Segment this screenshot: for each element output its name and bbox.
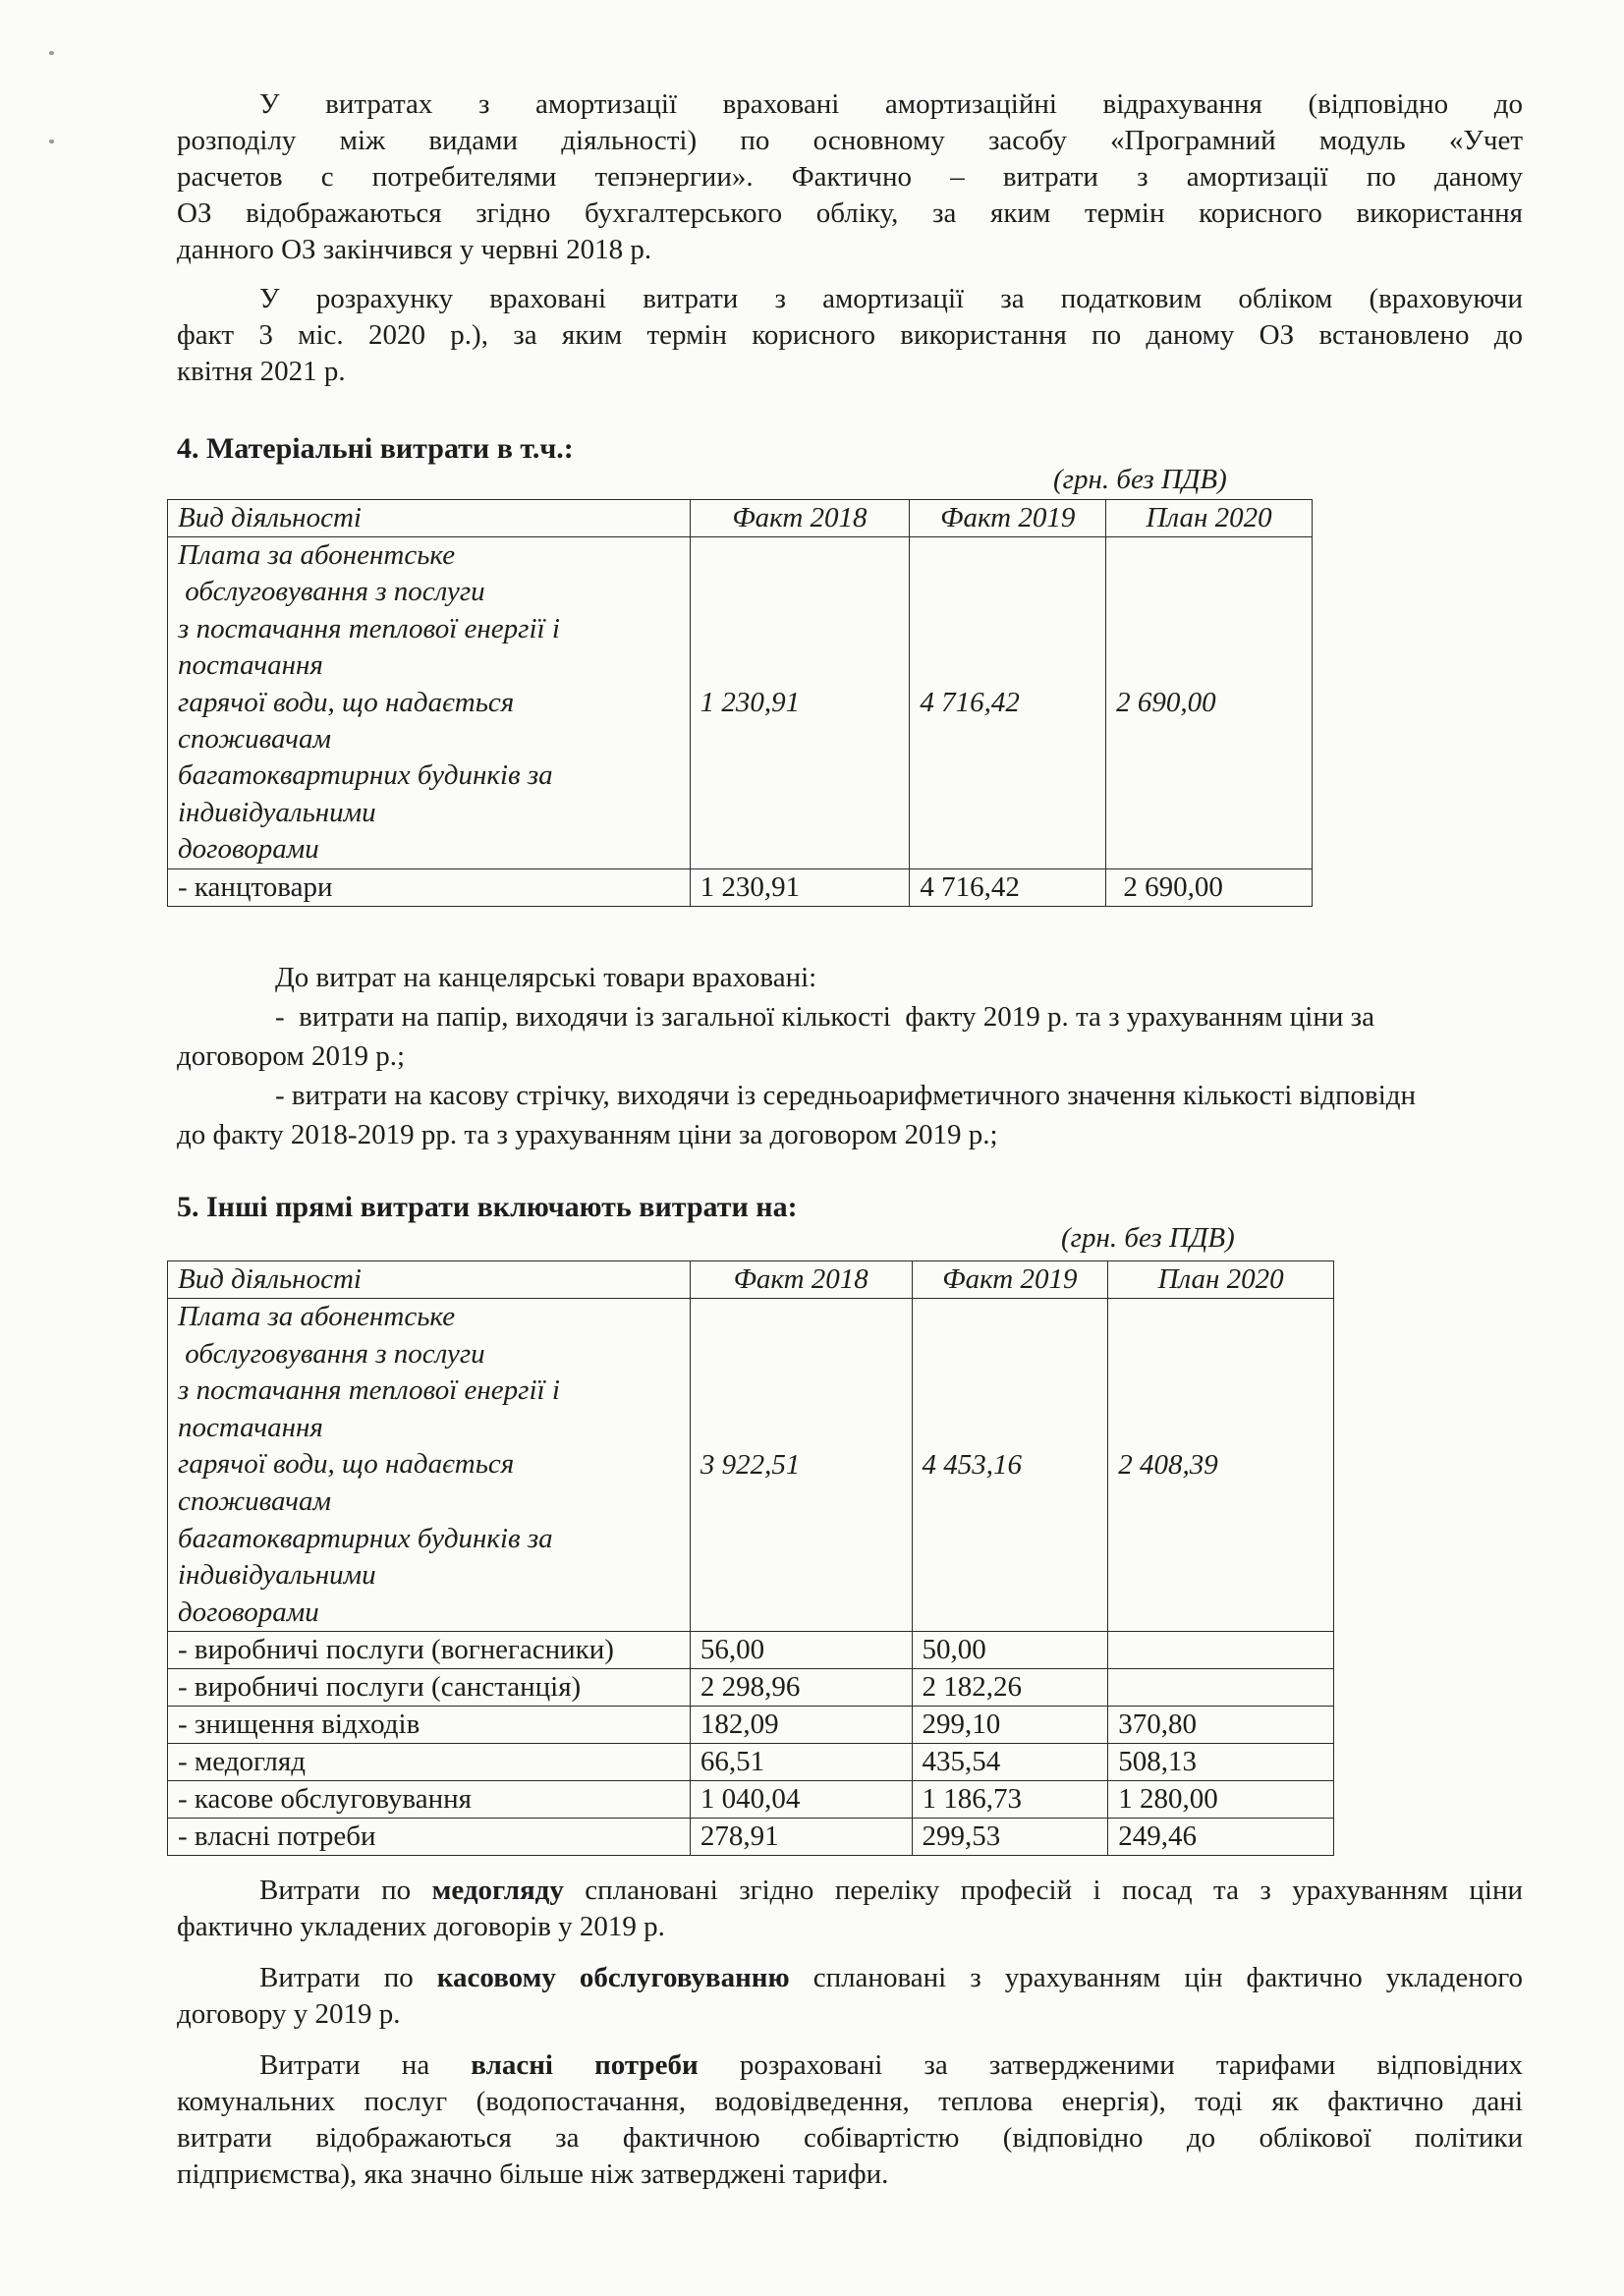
text-run: Витрати на — [259, 2049, 472, 2081]
label-line: багатоквартирних будинків за — [178, 1522, 553, 1554]
row-value: 2 690,00 — [1106, 868, 1313, 906]
label-line: договорами — [178, 1596, 319, 1628]
text-line: У витратах з амортизації враховані амортизаційні відрахування (відповідно до — [259, 88, 1523, 120]
row-value: 1 186,73 — [912, 1781, 1108, 1819]
table-row — [168, 1632, 1334, 1669]
row-value — [1108, 1669, 1334, 1707]
text-line: - витрати на папір, виходячи із загальної кількості факту 2019 р. та з урахуванням ціни за — [275, 1001, 1374, 1033]
label-line: постачання — [178, 1411, 323, 1443]
row-value: 1 280,00 — [1108, 1781, 1334, 1819]
section-4-table — [167, 499, 1313, 907]
header-fact-2019: Факт 2019 — [910, 500, 1106, 537]
row-value: 249,46 — [1108, 1819, 1334, 1856]
label-line: обслуговування з послуги — [178, 576, 485, 608]
text-run: сплановані згідно переліку професій і посад та з урахуванням ціни — [563, 1875, 1523, 1906]
text-line: комунальних послуг (водопостачання, водовідведення, теплова енергія), тоді як фактично дані — [177, 2086, 1523, 2117]
scan-speck — [49, 51, 54, 55]
row-value: 66,51 — [690, 1744, 912, 1781]
text-line: підприємства), яка значно більше ніж затверджені тарифи. — [177, 2158, 889, 2190]
section-4-notes — [177, 958, 1533, 1154]
row-value: 299,53 — [912, 1819, 1108, 1856]
row-value: 2 298,96 — [690, 1669, 912, 1707]
label-line: індивідуальними — [178, 796, 376, 828]
text-line: расчетов с потребителями тепэнергии». Фактично – витрати з амортизації по даному — [177, 161, 1523, 193]
text-line: витрати відображаються за фактичною собівартістю (відповідно до облікової політики — [177, 2122, 1523, 2154]
section-4-unit-note: (грн. без ПДВ) — [1053, 464, 1227, 495]
text-line: ОЗ відображаються згідно бухгалтерського обліку, за яким термін корисного використання — [177, 197, 1523, 229]
main-row-label — [168, 537, 691, 869]
label-line: споживачам — [178, 723, 331, 756]
header-fact-2018: Факт 2018 — [690, 1261, 912, 1299]
text-run: Витрати по — [259, 1962, 437, 1993]
label-line: Плата за абонентське — [178, 539, 456, 571]
scan-speck — [49, 140, 54, 143]
table-header-row — [168, 500, 1313, 537]
text-line: договором 2019 р.; — [177, 1040, 406, 1072]
text-line: фактично укладених договорів у 2019 р. — [177, 1911, 665, 1942]
row-value: 435,54 — [912, 1744, 1108, 1781]
text-line: - витрати на касову стрічку, виходячи із середньоарифметичного значення кількості відповідн — [275, 1080, 1417, 1111]
main-row-value: 3 922,51 — [690, 1299, 912, 1632]
header-plan-2020: План 2020 — [1108, 1261, 1334, 1299]
section-4-heading: 4. Матеріальні витрати в т.ч.: — [177, 432, 574, 465]
row-value: 1 230,91 — [690, 868, 910, 906]
intro-paragraph-1 — [177, 86, 1523, 268]
text-line: До витрат на канцелярські товари враховані: — [275, 962, 817, 993]
text-run: сплановані з урахуванням цін фактично укладеного — [789, 1962, 1523, 1993]
main-row-value: 4 716,42 — [910, 537, 1106, 869]
row-label: - власні потреби — [168, 1819, 691, 1856]
header-plan-2020: План 2020 — [1106, 500, 1313, 537]
table-row — [168, 1744, 1334, 1781]
text-line: данного ОЗ закінчився у червні 2018 р. — [177, 234, 652, 265]
label-line: з постачання теплової енергії і — [178, 612, 560, 644]
emphasis-text: касовому обслуговуванню — [436, 1962, 790, 1993]
header-activity: Вид діяльності — [168, 1261, 691, 1299]
text-line — [177, 1960, 1523, 1996]
text-run: розраховані за затвердженими тарифами відповідних — [698, 2049, 1523, 2081]
header-activity: Вид діяльності — [168, 500, 691, 537]
section-5-unit-note: (грн. без ПДВ) — [1061, 1222, 1235, 1254]
header-fact-2019: Факт 2019 — [912, 1261, 1108, 1299]
table-row — [168, 1707, 1334, 1744]
label-line: гарячої води, що надається — [178, 1448, 515, 1481]
row-value: 299,10 — [912, 1707, 1108, 1744]
table-row-main — [168, 1299, 1334, 1632]
emphasis-text: медогляду — [431, 1875, 564, 1906]
label-line: з постачання теплової енергії і — [178, 1374, 560, 1407]
text-line: квітня 2021 р. — [177, 356, 346, 387]
table-row — [168, 1819, 1334, 1856]
text-run: Витрати по — [259, 1875, 432, 1906]
label-line: споживачам — [178, 1484, 331, 1517]
row-label: - медогляд — [168, 1744, 691, 1781]
section-5-table — [167, 1260, 1334, 1856]
closing-paragraph-cash — [177, 1960, 1523, 2033]
closing-paragraph-own-needs — [177, 2047, 1523, 2193]
text-line: факт 3 міс. 2020 р.), за яким термін корисного використання по даному ОЗ встановлено до — [177, 319, 1523, 351]
main-row-value: 1 230,91 — [690, 537, 910, 869]
label-line: багатоквартирних будинків за — [178, 759, 553, 792]
text-line: У розрахунку враховані витрати з амортизації за податковим обліком (враховуючи — [259, 283, 1523, 314]
label-line: гарячої води, що надається — [178, 686, 515, 718]
section-5-heading: 5. Інші прямі витрати включають витрати на: — [177, 1191, 798, 1223]
table-row — [168, 1781, 1334, 1819]
label-line: договорами — [178, 833, 319, 866]
table-row — [168, 868, 1313, 906]
row-value: 508,13 — [1108, 1744, 1334, 1781]
main-row-value: 2 690,00 — [1106, 537, 1313, 869]
emphasis-text: власні потреби — [471, 2049, 699, 2081]
label-line: індивідуальними — [178, 1559, 376, 1592]
main-row-label — [168, 1299, 691, 1632]
row-value: 2 182,26 — [912, 1669, 1108, 1707]
label-line: постачання — [178, 649, 323, 682]
main-row-value: 2 408,39 — [1108, 1299, 1334, 1632]
row-label: - виробничі послуги (санстанція) — [168, 1669, 691, 1707]
row-label: - канцтовари — [168, 868, 691, 906]
text-line: розподілу між видами діяльності) по основному засобу «Програмний модуль «Учет — [177, 125, 1523, 156]
label-line: Плата за абонентське — [178, 1301, 456, 1332]
table-row-main — [168, 537, 1313, 869]
row-value: 50,00 — [912, 1632, 1108, 1669]
row-value: 370,80 — [1108, 1707, 1334, 1744]
main-row-value: 4 453,16 — [912, 1299, 1108, 1632]
row-value: 4 716,42 — [910, 868, 1106, 906]
row-value: 56,00 — [690, 1632, 912, 1669]
text-line: договору у 2019 р. — [177, 1998, 401, 2030]
closing-paragraph-medical — [177, 1873, 1523, 1945]
text-line — [177, 1873, 1523, 1909]
row-value: 1 040,04 — [690, 1781, 912, 1819]
row-label: - виробничі послуги (вогнегасники) — [168, 1632, 691, 1669]
text-line — [177, 2047, 1523, 2084]
text-line: до факту 2018-2019 рр. та з урахуванням ціни за договором 2019 р.; — [177, 1119, 998, 1150]
intro-paragraph-2 — [177, 281, 1523, 390]
table-header-row — [168, 1261, 1334, 1299]
row-label: - касове обслуговування — [168, 1781, 691, 1819]
table-row — [168, 1669, 1334, 1707]
row-value: 182,09 — [690, 1707, 912, 1744]
label-line: обслуговування з послуги — [178, 1337, 485, 1370]
row-value — [1108, 1632, 1334, 1669]
row-label: - знищення відходів — [168, 1707, 691, 1744]
row-value: 278,91 — [690, 1819, 912, 1856]
header-fact-2018: Факт 2018 — [690, 500, 910, 537]
